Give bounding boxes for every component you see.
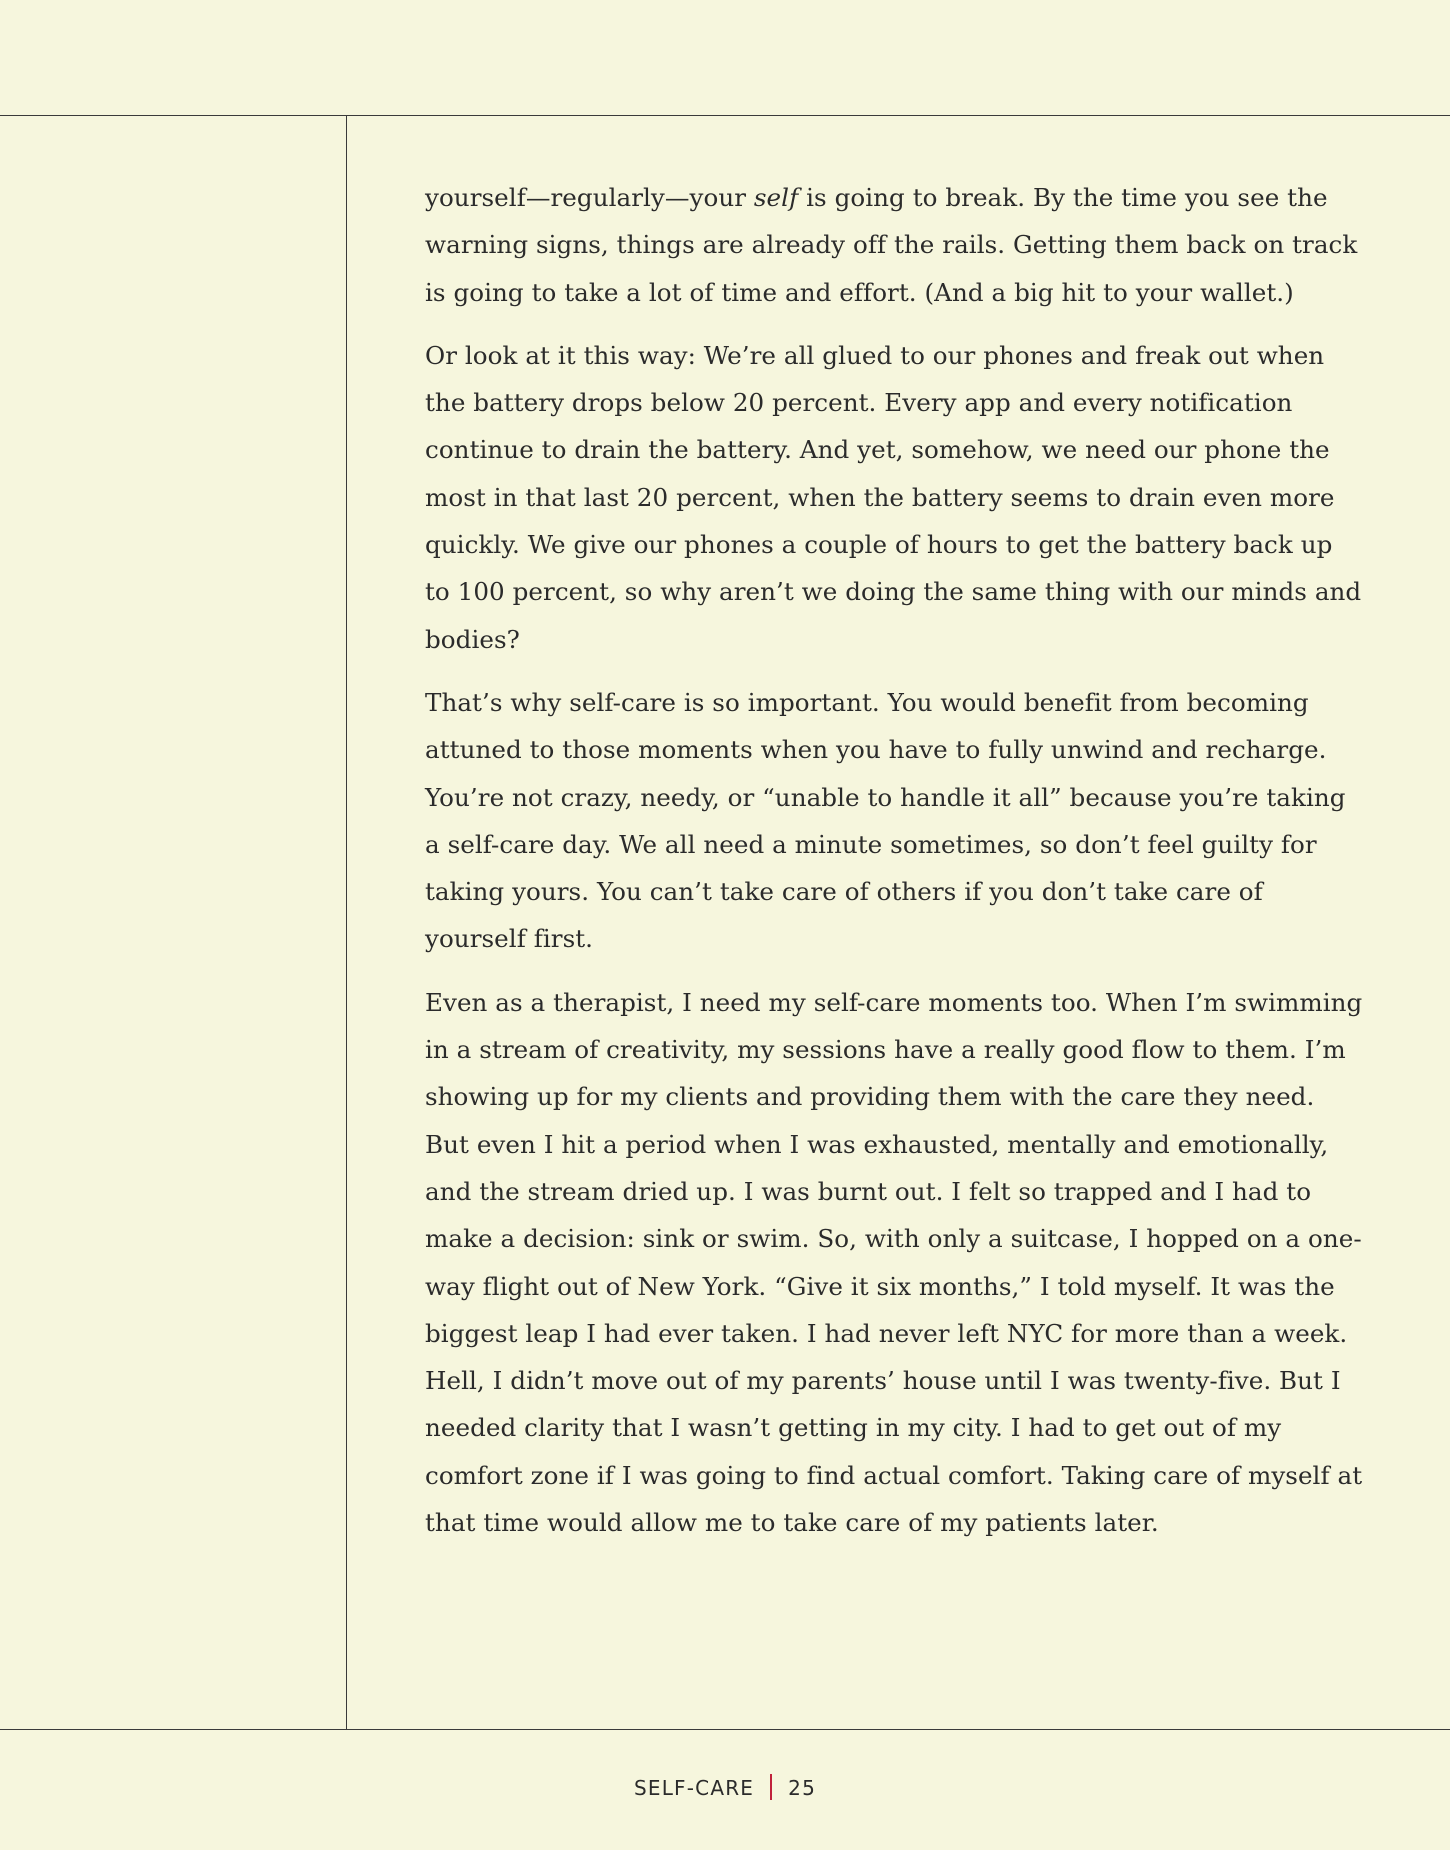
paragraph-1-emphasis: self bbox=[753, 183, 799, 212]
paragraph-3: That’s why self-care is so important. You would benefit from becoming attuned to those moments when you have to fully unwind and recharge. You’re not crazy, needy, or “unable to handle it all” because you’re taking a self-care day. We all need a minute sometimes, so don’t feel guilty for taking yours. You can’t take care of others if you don’t take care of yourself first. bbox=[425, 687, 1346, 954]
paragraph-4: Even as a therapist, I need my self-care moments too. When I’m swimming in a stream of creativity, my sessions have a really good flow to them. I’m showing up for my clients and providing them with the care they need. But even I hit a period when I was exhausted, mentally and emotionally, and the stream dried up. I was burnt out. I felt so trapped and I had to make a decision: sink or swim. So, with only a suitcase, I hopped on a one-way flight out of New York. “Give it six months,” I told myself. It was the biggest leap I had ever taken. I had never left NYC for more than a week. Hell, I didn’t move out of my parents’ house until I was twenty-five. But I needed clarity that I wasn’t getting in my city. I had to get out of my comfort zone if I was going to find actual comfort. Taking care of myself at that time would allow me to take care of my patients later. bbox=[425, 987, 1363, 1538]
margin-rule bbox=[346, 115, 347, 1729]
page-number: 25 bbox=[788, 1776, 817, 1800]
paragraph-1-end: is going to break. By the time you see the warning signs, things are already off the rails. Getting them back on track is going to take a lot of time and effort. (And a big hit to your wallet.) bbox=[425, 183, 1358, 307]
top-rule bbox=[0, 115, 1450, 116]
paragraph-2: Or look at it this way: We’re all glued to our phones and freak out when the battery drops below 20 percent. Every app and every notification continue to drain the battery. And yet, somehow, we need our phone the most in that last 20 percent, when the battery seems to drain even more quickly. We give our phones a couple of hours to get the battery back up to 100 percent, so why aren’t we doing the same thing with our minds and bodies? bbox=[425, 340, 1362, 654]
paragraph-1 bbox=[425, 174, 1365, 316]
footer-section-title: SELF-CARE bbox=[633, 1776, 755, 1800]
footer-separator bbox=[770, 1774, 772, 1800]
body-text bbox=[425, 174, 1365, 1562]
page-footer bbox=[0, 1774, 1450, 1800]
paragraph-1-start: yourself—regularly—your bbox=[425, 183, 754, 212]
bottom-rule bbox=[0, 1729, 1450, 1730]
